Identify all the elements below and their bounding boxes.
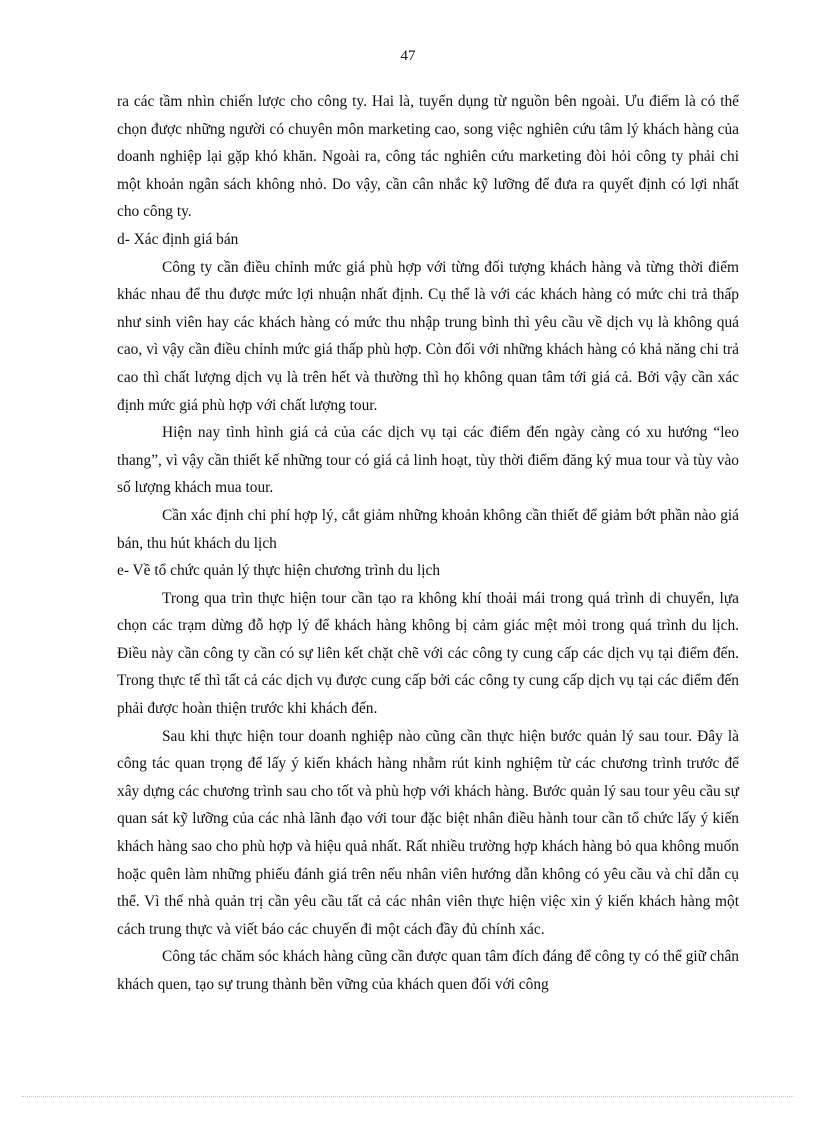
document-body: [117, 88, 739, 999]
page-number: 47: [400, 48, 416, 64]
paragraph-tour-execution: Trong qua trìn thực hiện tour cần tạo ra không khí thoải mái trong quá trình di chuyển, lựa chọn các trạm dừng đỗ hợp lý để khách hàng không bị cảm giác mệt mỏi trong quá trình du lịch. Điều này cần công ty cần có sự liên kết chặt chẽ với các công ty cung cấp các dịch vụ tại điểm đến. Trong thực tế thì tất cả các dịch vụ được cung cấp bởi các công ty cung cấp dịch vụ tại các điểm đến phải được hoàn thiện trước khi khách đến.: [117, 589, 739, 718]
section-heading-management: e- Về tổ chức quản lý thực hiện chương trình du lịch: [117, 562, 441, 580]
paragraph-pricing-trend: Hiện nay tình hình giá cả của các dịch vụ tại các điểm đến ngày càng có xu hướng “leo thang”, vì vậy cần thiết kế những tour có giá cả linh hoạt, tùy thời điểm đăng ký mua tour và tùy vào số lượng khách mua tour.: [117, 424, 739, 497]
paragraph-continuation: ra các tầm nhìn chiến lược cho công ty. Hai là, tuyển dụng từ nguồn bên ngoài. Ưu điểm là có thể chọn được những người có chuyên môn marketing cao, song việc nghiên cứu tâm lý khách hàng của doanh nghiệp lại gặp khó khăn. Ngoài ra, công tác nghiên cứu marketing đòi hỏi công ty phải chi một khoản ngân sách không nhỏ. Do vậy, cần cân nhắc kỹ lưỡng để đưa ra quyết định có lợi nhất cho công ty.: [117, 93, 739, 221]
paragraph-pricing-cost: Cần xác định chi phí hợp lý, cắt giảm những khoản không cần thiết để giảm bớt phần nào giá bán, thu hút khách du lịch: [117, 506, 739, 552]
paragraph-customer-care: Công tác chăm sóc khách hàng cũng cần được quan tâm đích đáng để công ty có thể giữ chân khách quen, tạo sự trung thành bền vững của khách quen đối với công: [117, 948, 739, 993]
section-heading-pricing: d- Xác định giá bán: [117, 230, 239, 248]
paragraph-post-tour: Sau khi thực hiện tour doanh nghiệp nào cũng cần thực hiện bước quản lý sau tour. Đây là công tác quan trọng để lấy ý kiến khách hàng nhằm rút kinh nghiệm từ các chương trình trước để xây dựng các chương trình sau cho tốt và phù hợp với khách hàng. Bước quản lý sau tour yêu cầu sự quan sát kỹ lưỡng của các nhà lãnh đạo với tour đặc biệt nhân điều hành tour cần tổ chức lấy ý kiến khách hàng sao cho phù hợp và hiệu quả nhất. Rất nhiều trường hợp khách hàng bỏ qua không muốn hoặc quên làm những phiếu đánh giá trên nếu nhân viên hướng dẫn không có yêu cầu và chỉ dẫn cụ thể. Vì thế nhà quản trị cần yêu cầu tất cả các nhân viên thực hiện việc xin ý kiến khách hàng một cách trung thực và viết báo các chuyến đi một cách đầy đủ chính xác.: [117, 727, 739, 938]
paragraph-pricing-adjust: Công ty cần điều chỉnh mức giá phù hợp với từng đối tượng khách hàng và từng thời điểm khác nhau để thu được mức lợi nhuận nhất định. Cụ thể là với các khách hàng có mức chi trả thấp như sinh viên hay các khách hàng có mức thu nhập trung bình thì yêu cầu về dịch vụ là không quá cao, vì vậy cần điều chỉnh mức giá thấp phù hợp. Còn đối với những khách hàng có khả năng chi trả cao thì chất lượng dịch vụ là trên hết và thường thì họ không quan tâm tới giá cả. Bởi vậy cần xác định mức giá phù hợp với chất lượng tour.: [117, 258, 739, 414]
page-bottom-divider: [22, 1096, 794, 1097]
